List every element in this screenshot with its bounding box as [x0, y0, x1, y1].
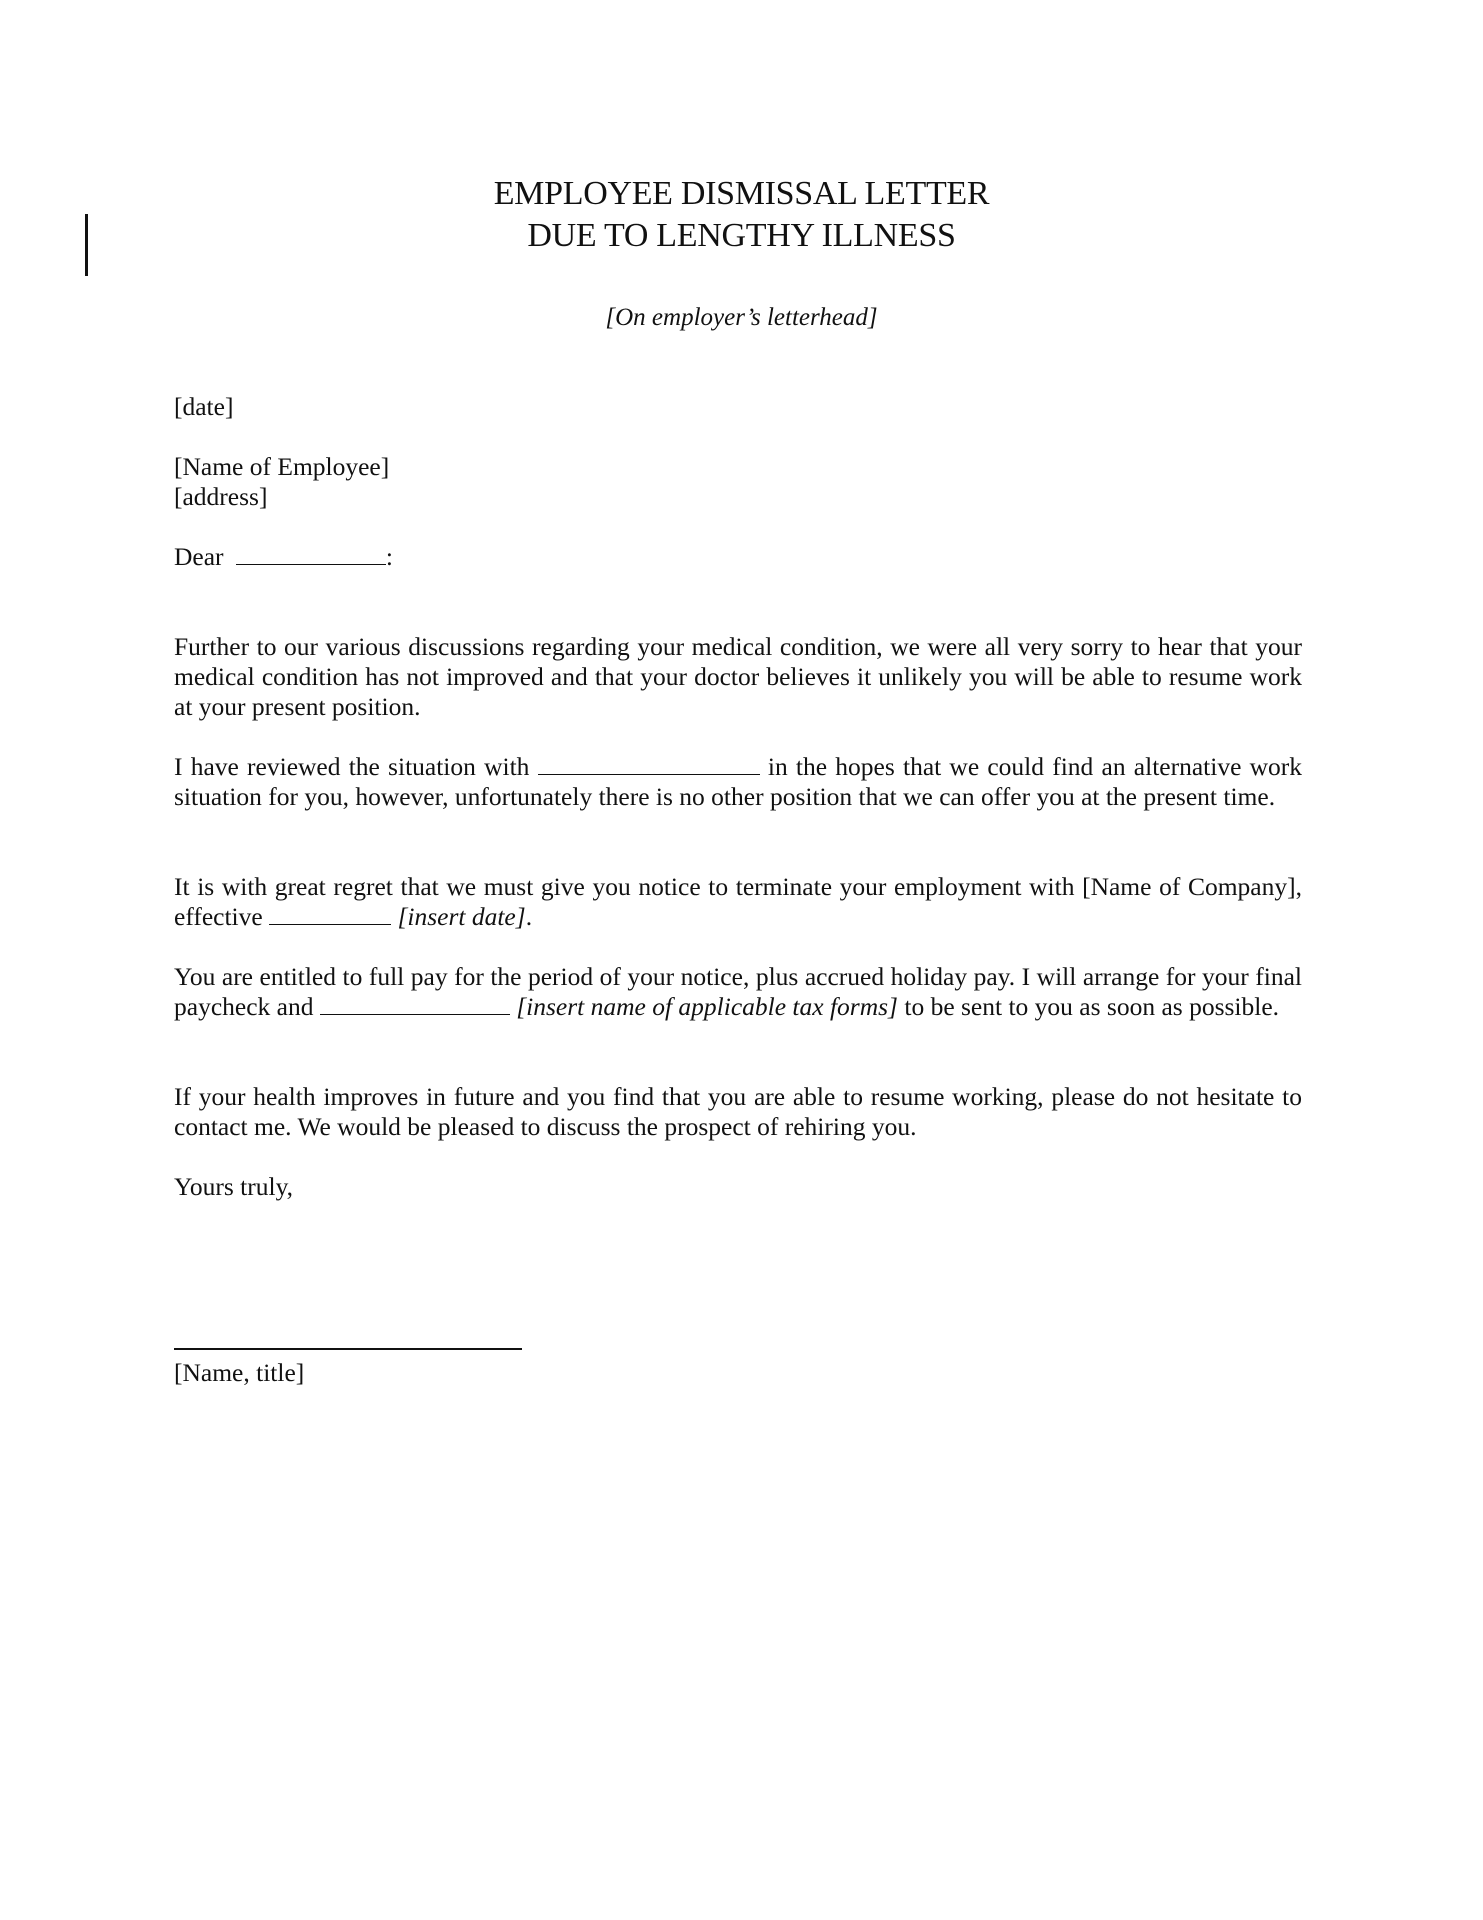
document-title-line-1: EMPLOYEE DISMISSAL LETTER: [493, 175, 990, 212]
paragraph-2-blank: [538, 752, 760, 775]
paragraph-4-end: to be sent to you as soon as possible.: [904, 992, 1280, 1021]
date-placeholder: [date]: [174, 392, 234, 421]
salutation: [174, 542, 393, 572]
paragraph-3: [174, 872, 1302, 932]
paragraph-4: [174, 962, 1302, 1022]
salutation-colon: :: [385, 542, 394, 571]
paragraph-4-italic: [insert name of applicable tax forms]: [516, 992, 898, 1021]
salutation-text: Dear: [174, 542, 224, 571]
salutation-blank: [236, 542, 386, 565]
employee-name-placeholder: [Name of Employee]: [174, 452, 390, 481]
paragraph-1: Further to our various discussions regarding your medical condition, we were all very sorry to hear that your medical condition has not improved and that your doctor believes it unlikely you will be able to resume work at your present position.: [174, 632, 1302, 721]
document-title-line-2: DUE TO LENGTHY ILLNESS: [527, 217, 956, 254]
letterhead-note: [On employer’s letterhead]: [605, 304, 878, 331]
paragraph-2-start: I have reviewed the situation with: [174, 752, 530, 781]
paragraph-3-italic: [insert date]: [397, 902, 526, 931]
paragraph-3-blank: [269, 902, 391, 925]
closing: Yours truly,: [174, 1172, 294, 1201]
address-placeholder: [address]: [174, 482, 268, 511]
paragraph-4-start: You are entitled to full pay for the period of your notice, plus accrued holiday pay. I will arrange for your final paycheck and: [174, 962, 1302, 1021]
paragraph-2-end: in the hopes that we could find an alternative work situation for you, however, unfortunately there is no other position that we can offer you at the present time.: [174, 752, 1303, 811]
paragraph-3-end: .: [525, 902, 533, 931]
paragraph-2: [174, 752, 1302, 812]
paragraph-5: If your health improves in future and you find that you are able to resume working, please do not hesitate to contact me. We would be pleased to discuss the prospect of rehiring you.: [174, 1082, 1302, 1141]
paragraph-3-start: It is with great regret that we must give you notice to terminate your employment with [Name of Company], effective: [174, 872, 1302, 931]
signature-line: [174, 1348, 522, 1350]
signature-placeholder: [Name, title]: [174, 1358, 305, 1387]
paragraph-4-blank: [320, 992, 510, 1015]
